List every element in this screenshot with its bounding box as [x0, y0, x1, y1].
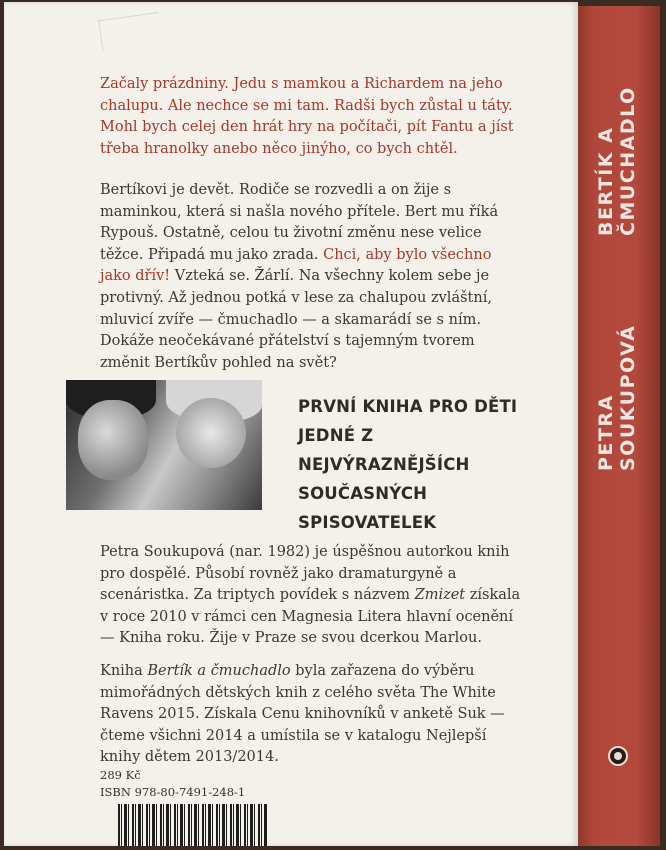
bio-text-1: Petra Soukupová (nar. 1982) je úspěšnou autorkou knih pro dospělé. Působí rovněž jako dramaturgyně a scenáristka. Za triptych povídek s názvem: [100, 544, 510, 604]
awards-text: [100, 661, 525, 769]
pencil-scribble: [98, 12, 163, 51]
price-label: 289 Kč: [100, 768, 141, 782]
book-description: [100, 180, 525, 374]
spine-title: BERTÍK A ČMUCHADLO: [595, 86, 639, 236]
awards-book-title: Bertík a čmuchadlo: [147, 663, 291, 679]
barcode: [118, 804, 268, 846]
awards-text-2: byla zařazena do výběru mimořádných dětských knih z celého světa The White Ravens 2015. Získala Cenu knihovníků v anketě Suk — čteme všichni 2014 a umístila se v katalogu Nejlepší knihy dětem 2013/2014.: [100, 663, 505, 766]
intro-quote: Začaly prázdniny. Jedu s mamkou a Richardem na jeho chalupu. Ale nechce se mi tam. Radši bych zůstal u táty. Mohl bych celej den hrát hry na počítači, pít Fantu a jíst třeba hranolky anebo něco jinýho, co bych chtěl.: [100, 76, 514, 157]
bio-book-title: Zmizet: [414, 587, 466, 604]
description-text-1: Bertíkovi je devět. Rodiče se rozvedli a on žije s maminkou, která si našla nového přítele. Bert mu říká Rypouš. Ostatně, celou tu životní změnu nese velice těžce. Připadá mu jako zrada.: [100, 182, 499, 263]
author-bio: [100, 542, 525, 650]
awards-text-1: Kniha: [100, 663, 143, 679]
bio-text-2: získala v roce 2010 v rámci cen Magnesia Litera hlavní ocenění — Kniha roku. Žije v Praze se svou dcerkou Marlou.: [100, 587, 521, 647]
spine-author: PETRA SOUKUPOVÁ: [595, 324, 639, 471]
book-spine: [578, 6, 660, 846]
isbn-label: ISBN 978-80-7491-248-1: [100, 785, 246, 799]
publisher-logo-icon: [608, 746, 628, 766]
tagline: PRVNÍ KNIHA PRO DĚTI JEDNÉ Z NEJVÝRAZNĚJŠÍCH SOUČASNÝCH SPISOVATELEK: [298, 397, 518, 532]
author-photo: [66, 380, 262, 510]
description-quote: Chci, aby bylo všechno jako dřív!: [100, 246, 492, 285]
description-text-2: Vzteká se. Žárlí. Na všechny kolem sebe je protivný. Až jednou potká v lese za chalupou zvláštní, mluvicí zvíře — čmuchadlo — a skamarádí se s ním. Dokáže neočekávané přátelství s tajemným tvorem změnit Bertíkův pohled na svět?: [100, 268, 492, 371]
